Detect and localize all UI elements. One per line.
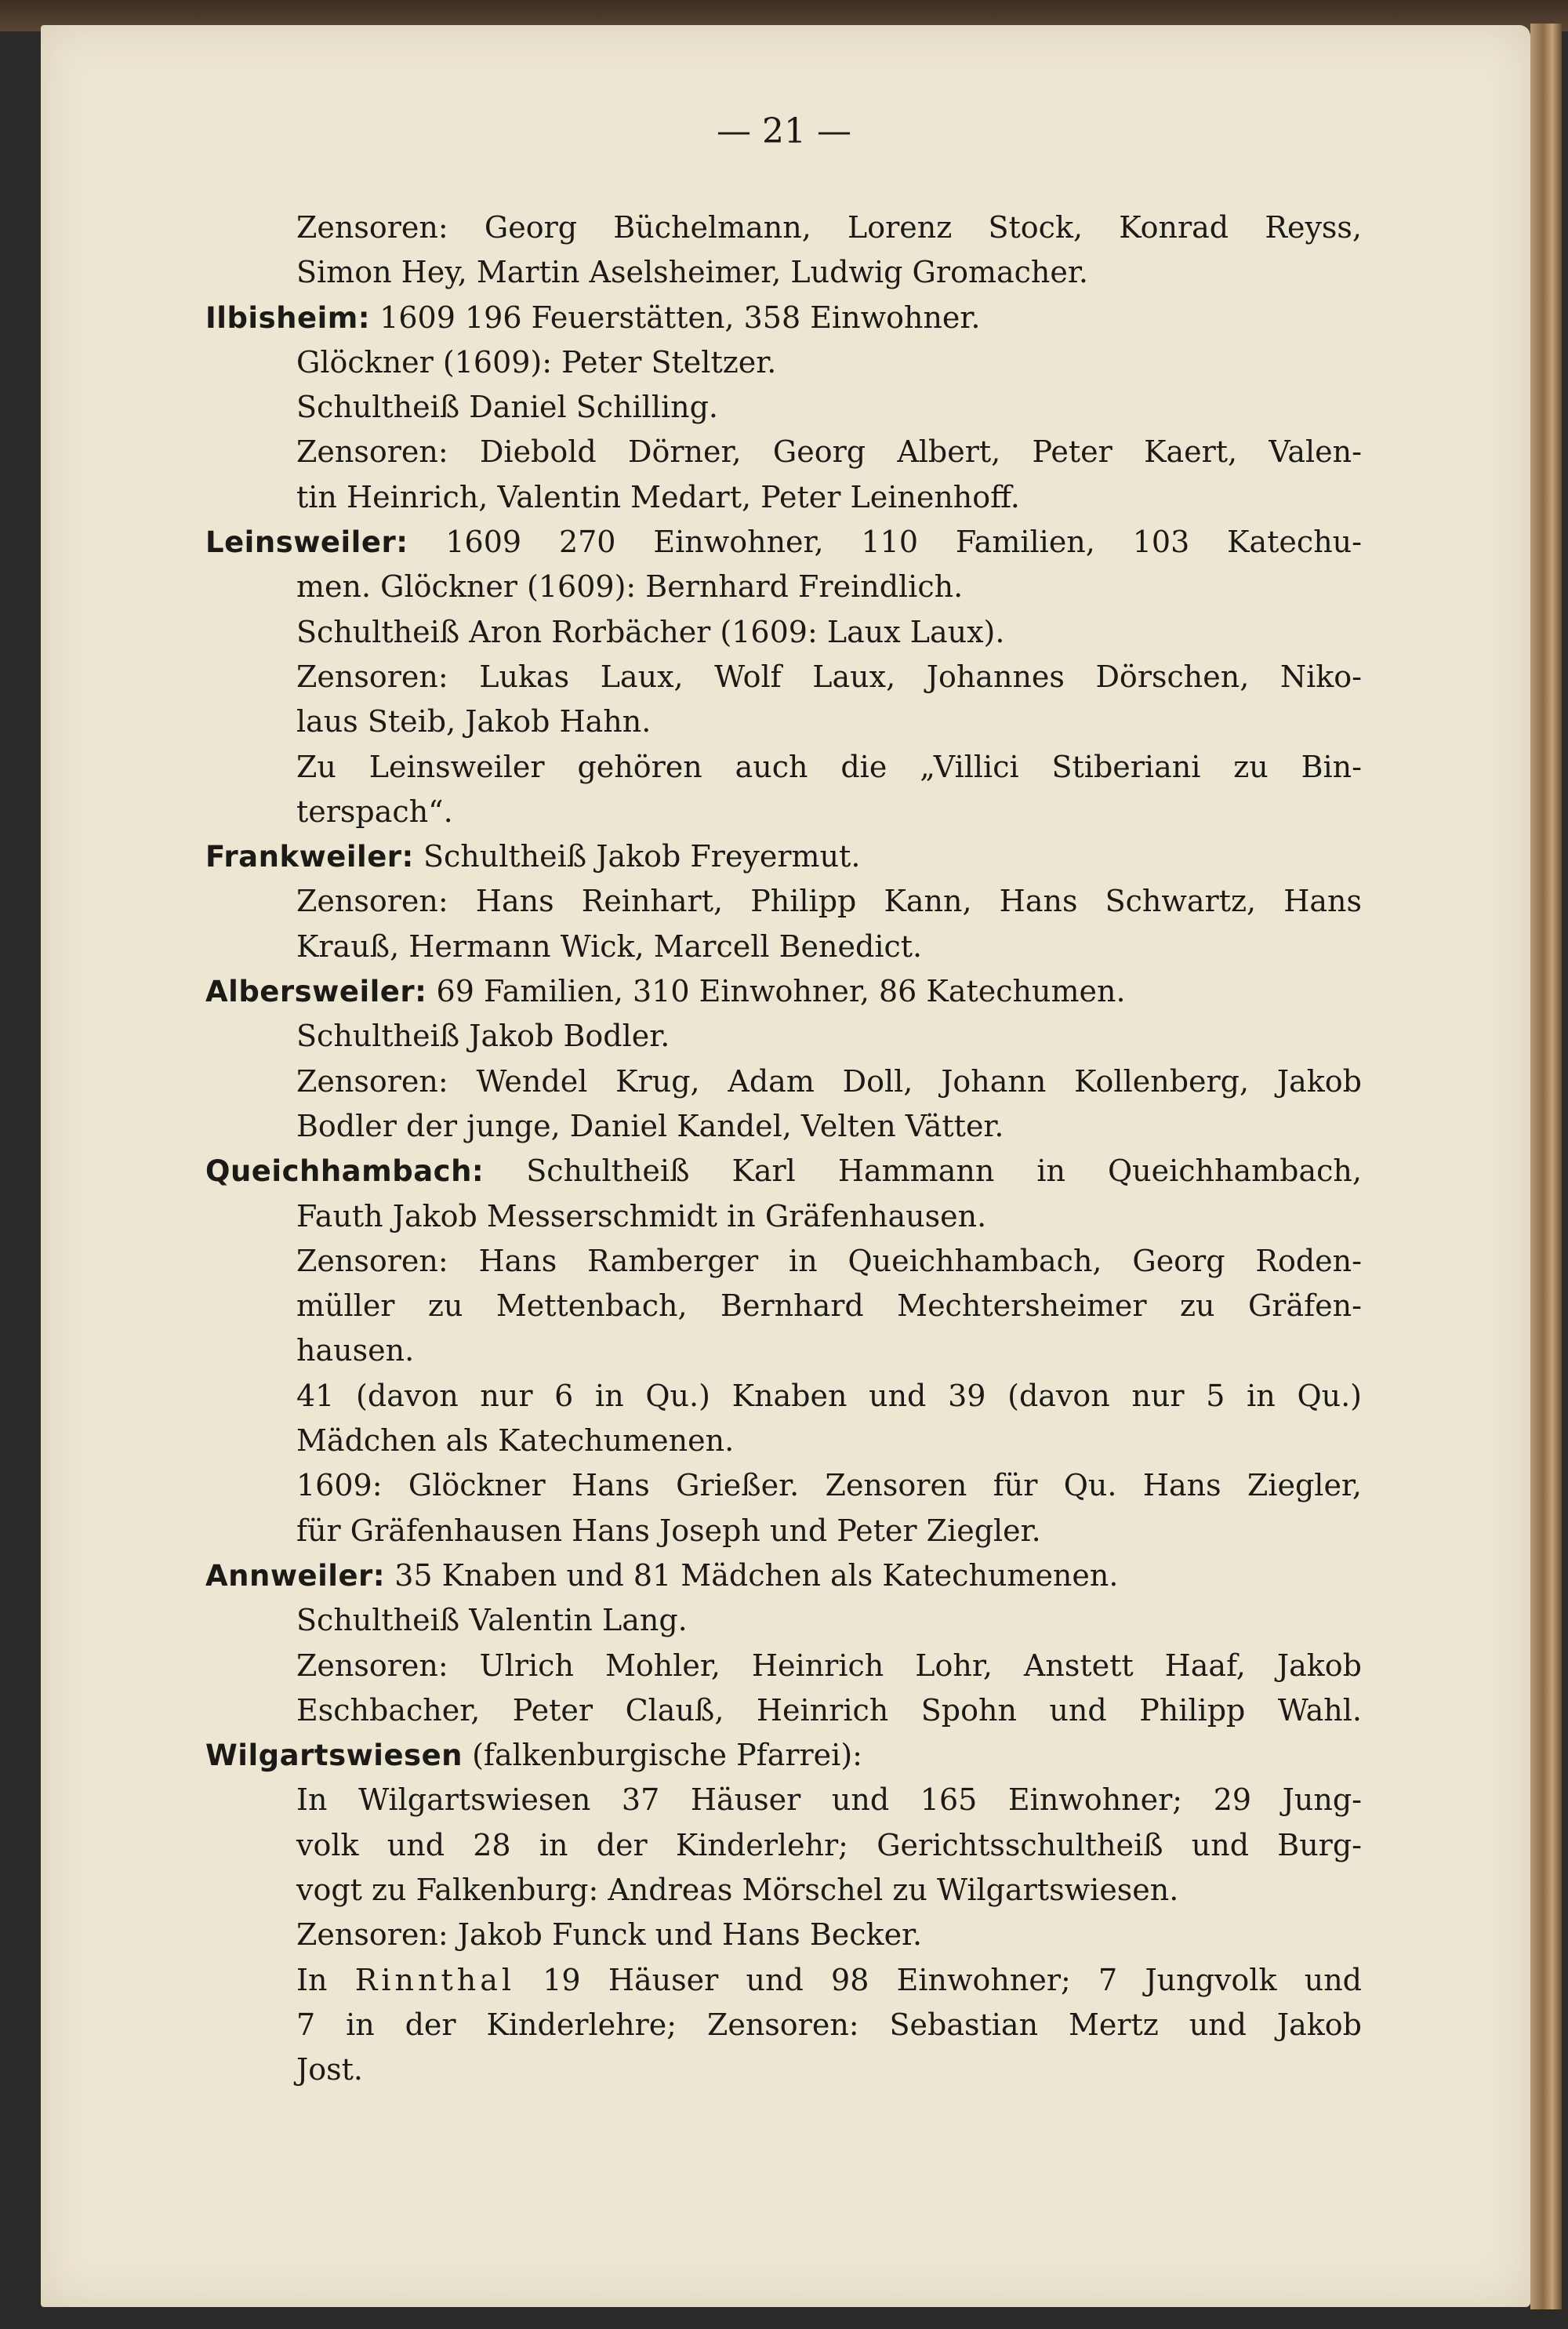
- entry-first-line: 1609 270 Einwohner, 110 Familien, 103 Katechu-: [445, 525, 1362, 560]
- text-line: Schultheiß Daniel Schilling.: [296, 390, 719, 425]
- entry-continuation: [205, 205, 1362, 296]
- text-line: Zensoren: Jakob Funck und Hans Becker.: [296, 1917, 923, 1953]
- place-name-rinnthal: Rinnthal: [354, 1962, 515, 1997]
- entry-first-line: Schultheiß Karl Hammann in Queichhambach,: [526, 1154, 1362, 1189]
- text-line: Mädchen als Katechumenen.: [296, 1423, 735, 1459]
- text-line: [205, 1958, 1362, 2003]
- text-line: Zensoren: Ulrich Mohler, Heinrich Lohr, Anstett Haaf, Jakob: [296, 1648, 1362, 1683]
- text-line: Eschbacher, Peter Clauß, Heinrich Spohn und Philipp Wahl.: [296, 1692, 1362, 1728]
- place-heading: Frankweiler:: [205, 840, 414, 874]
- text-line: vogt zu Falkenburg: Andreas Mörschel zu Wilgartswiesen.: [296, 1872, 1179, 1907]
- rinnthal-pre: In: [296, 1962, 328, 1997]
- text-line: 1609: Glöckner Hans Grießer. Zensoren für Qu. Hans Ziegler,: [296, 1468, 1362, 1503]
- text-line: für Gräfenhausen Hans Joseph und Peter Ziegler.: [296, 1513, 1041, 1548]
- text-line: volk und 28 in der Kinderlehr; Gerichtsschultheiß und Burg-: [296, 1827, 1362, 1862]
- text-line: Schultheiß Jakob Bodler.: [296, 1019, 670, 1054]
- entry-leinsweiler: [205, 520, 1362, 834]
- text-line: Bodler der junge, Daniel Kandel, Velten Vätter.: [296, 1108, 1004, 1143]
- entry-first-line: 1609 196 Feuerstätten, 358 Einwohner.: [379, 300, 981, 335]
- text-line: 41 (davon nur 6 in Qu.) Knaben und 39 (davon nur 5 in Qu.): [296, 1378, 1362, 1413]
- place-heading: Leinsweiler:: [205, 525, 408, 560]
- entry-first-line: 35 Knaben und 81 Mädchen als Katechumenen.: [394, 1557, 1119, 1593]
- text-line: In Wilgartswiesen 37 Häuser und 165 Einwohner; 29 Jung-: [296, 1782, 1362, 1818]
- text-line: Zensoren: Wendel Krug, Adam Doll, Johann Kollenberg, Jakob: [296, 1063, 1362, 1099]
- text-line: laus Steib, Jakob Hahn.: [296, 704, 652, 739]
- text-line: Zensoren: Hans Reinhart, Philipp Kann, Hans Schwartz, Hans: [296, 884, 1362, 919]
- text-line: müller zu Mettenbach, Bernhard Mechtersheimer zu Gräfen-: [296, 1288, 1362, 1324]
- text-line: hausen.: [296, 1333, 415, 1368]
- text-line: tin Heinrich, Valentin Medart, Peter Leinenhoff.: [296, 479, 1020, 514]
- page-number: — 21 —: [717, 111, 851, 151]
- text-line: terspach“.: [296, 794, 453, 829]
- entry-ilbisheim: [205, 296, 1362, 520]
- text-line: Zensoren: Lukas Laux, Wolf Laux, Johannes Dörschen, Niko-: [296, 659, 1362, 694]
- text-line: Zu Leinsweiler gehören auch die „Villici Stiberiani zu Bin-: [296, 749, 1362, 784]
- text-line: Simon Hey, Martin Aselsheimer, Ludwig Gromacher.: [296, 255, 1088, 290]
- entry-first-line: (falkenburgische Pfarrei):: [472, 1738, 862, 1773]
- text-line: Jost.: [296, 2052, 363, 2087]
- text-line: Schultheiß Aron Rorbächer (1609: Laux Laux).: [296, 614, 1005, 649]
- text-line: Zensoren: Georg Büchelmann, Lorenz Stock, Konrad Reyss,: [296, 210, 1362, 245]
- text-line: Krauß, Hermann Wick, Marcell Benedict.: [296, 928, 923, 964]
- page-text: [205, 205, 1362, 2092]
- entry-wilgartswiesen: [205, 1733, 1362, 2092]
- entry-first-line: 69 Familien, 310 Einwohner, 86 Katechumen.: [436, 974, 1126, 1009]
- page-edge: [1530, 24, 1562, 2309]
- text-line: Schultheiß Valentin Lang.: [296, 1603, 688, 1638]
- text-line: 7 in der Kinderlehre; Zensoren: Sebastian Mertz und Jakob: [296, 2007, 1362, 2042]
- entry-albersweiler: [205, 969, 1362, 1149]
- text-line: Zensoren: Hans Ramberger in Queichhambach, Georg Roden-: [296, 1243, 1362, 1278]
- place-heading: Annweiler:: [205, 1558, 386, 1593]
- place-heading: Albersweiler:: [205, 975, 427, 1009]
- text-line: Zensoren: Diebold Dörner, Georg Albert, Peter Kaert, Valen-: [296, 434, 1362, 470]
- entry-first-line: Schultheiß Jakob Freyermut.: [423, 839, 861, 874]
- entry-annweiler: [205, 1553, 1362, 1733]
- place-heading: Ilbisheim:: [205, 300, 371, 335]
- rinnthal-post: 19 Häuser und 98 Einwohner; 7 Jungvolk und: [543, 1962, 1362, 1997]
- text-line: Fauth Jakob Messerschmidt in Gräfenhausen.: [296, 1198, 987, 1234]
- text-line: Glöckner (1609): Peter Steltzer.: [296, 344, 777, 380]
- place-heading: Wilgartswiesen: [205, 1739, 463, 1773]
- text-line: men. Glöckner (1609): Bernhard Freindlich.: [296, 569, 964, 605]
- entry-queichhambach: [205, 1149, 1362, 1553]
- place-heading: Queichhambach:: [205, 1154, 485, 1189]
- entry-frankweiler: [205, 834, 1362, 969]
